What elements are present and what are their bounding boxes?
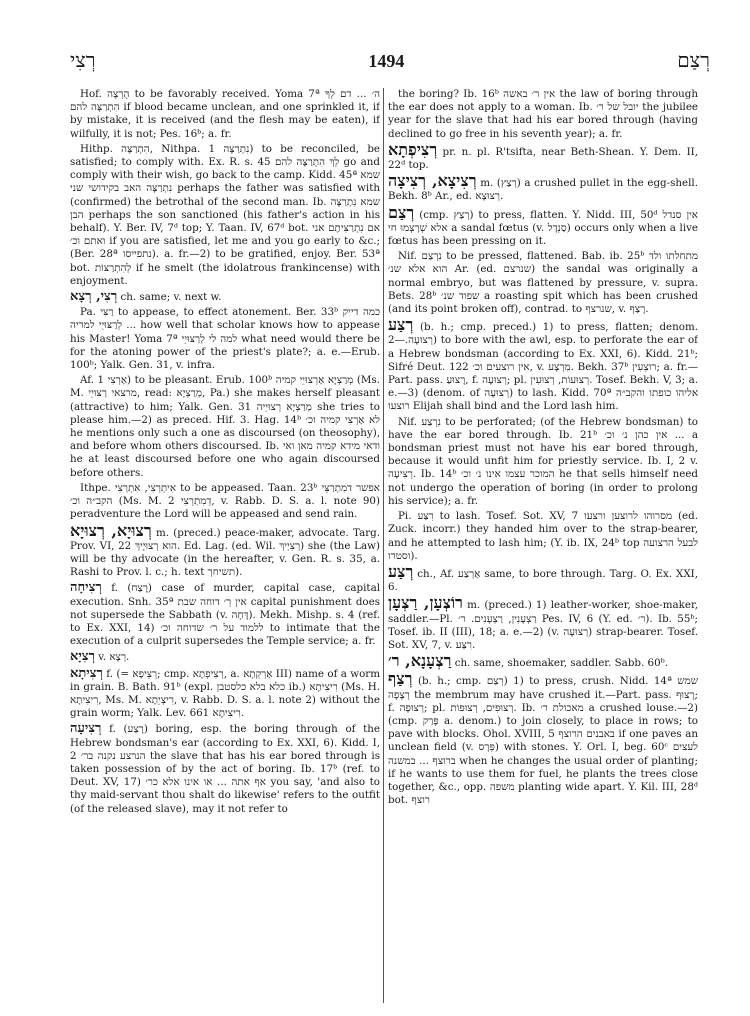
entry-headword: רְצִי, רְצָא: [70, 289, 118, 305]
dictionary-entry: [388, 88, 698, 141]
dictionary-entry: [70, 143, 380, 288]
entry-text: Pa. רַצִּי to appease, to effect atonement. Ber. 33ᵇ כמה דייק ... לְרַצּוּיֵי למריה how well that scholar knows how to appease his Master! Yoma 7ª למה לי לְרַצּוּיֵי what need would there be for the atoning power of the priest's plate?; a. e.—Erub. 100ᵇ; Yalk. Gen. 31, v. infra.: [70, 306, 380, 372]
dictionary-entry: [388, 651, 698, 671]
entry-text: the boring? Ib. 16ᵇ אין ר׳ באשה the law of boring through the ear does not apply to a woman. Ib. יובל של ר׳ the jubilee year for the slave that had his ear bored through (having declined to go free in his seventh year); a. fr.: [388, 88, 698, 140]
dictionary-entry: [388, 593, 698, 652]
dictionary-entry: [70, 667, 380, 721]
dictionary-entry: [388, 202, 698, 249]
entry-headword: רְצִיתָא: [70, 665, 103, 681]
entry-text: ch. same; v. next w.: [117, 291, 222, 304]
dictionary-entry: [70, 88, 380, 141]
entry-headword: רְצִיָא: [70, 649, 95, 665]
left-column: [70, 88, 380, 1008]
dictionary-entry: [70, 581, 380, 648]
entry-headword: רְצַם: [388, 202, 415, 222]
dictionary-entry: [388, 561, 698, 594]
entry-text: Hof. הֻרְצָה to be favorably received. Yoma 7ª ה׳ ... דם לְךָ הִתְרַצָּה להם if blood became unclean, and one sprinkled it, if by mistake, it is received (and the flesh may be eaten), if wilfully, it is not; Pes. 16ᵇ; a. fr.: [70, 88, 380, 140]
entry-text: ch. same, shoemaker, saddler. Sabb. 60ᵇ.: [451, 657, 669, 670]
entry-text: Pi. רִצַּע to lash. Tosef. Sot. XV, 7 מסרוהו לרוצען ורצעו (ed. Zuck. incorr.) they handed him over to the strap-bearer, and he attempted to lash him; (Y. ib. IX, 24ᵇ top לבעל הרצועה וסטרו).: [388, 510, 698, 562]
entry-text: f. (רָצַע) boring, esp. the boring through of the Hebrew bondsman's ear (according to Ex. XXI, 6). Kidd. I, 2 הנרצע נקנה בר׳ the slave that has his ear bored through is taken possession of by the act of boring. Ib. 17ᵇ (ref. to Deut. XV, 17) אף אתה ... או אינו אלא כר׳ you say, 'and also to thy maid-servant thou shalt do likewise' refers to the outfit (of the released slave), may it not refer to: [70, 723, 380, 815]
dictionary-entry: [388, 416, 698, 508]
entry-headword: רְצוּיָא, רְצוּיָא: [70, 520, 152, 540]
entry-headword: רְצִיפְתָא: [388, 139, 438, 159]
dictionary-entry: [388, 510, 698, 563]
entry-text: (b. h.; cmp. preced.) 1) to press, flatten; denom. רְצוּעָה.—2) to bore with the awl, esp. to perforate the ear of a Hebrew bondsman (according to Ex. XXI, 6). Kidd. 21ᵇ; Sifré Deut. 122 אין רוצעים וכ׳, v. מִרְצָע. Bekh. 37ᵇ רוצְעִין; a. fr.—Part. pass. רָצוּעַ, f. רְצוּעָה; pl. רְצוּעוֹת, רְצוּעִין. Tosef. Bekh. V, 3; a. e.—3) (denom. of רְצוּעָה) to lash. Kidd. 70ª אליהו כופתו והקב״ה רוצעו Elijah shall bind and the Lord lash him.: [388, 321, 698, 413]
dictionary-entry: [70, 482, 380, 522]
entry-text: Hithp. הִתְרַצָּה, Nithpa. נִתְרַצָּה 1) to be reconciled, be satisfied; to comply with. Ex. R. s. 45 לֵךְ הִתְרַצָּה להם go and comply with their wish, go back to the camp. Kidd. 45ª שמא נִתְרַצָּה האב בקידושי שני perhaps the father was satisfied with (confirmed) the betrothal of the second man. Ib. שמא נִתְרַצָּה הבן perhaps the son sanctioned (his father's action in his behalf). Y. Ber. IV, 7ᵈ top; Y. Taan. IV, 67ᵈ bot. אם נִתְרַצִּיתֶם אני ואתם וכ׳ if you are satisfied, let me and you go early to &c.; (Ber. 28ª נתפייסו). a. fr.—2) to be gratified, enjoy. Ber. 53ª bot. לְהִתְרַצּוֹת if he smelt (the idolatrous frankincense) with enjoyment.: [70, 142, 380, 287]
entry-text: Nif. נִרְצַם to be pressed, flattened. Bab. ib. 25ᵇ מתחלתו ולד הוא אלא שנ׳ Ar. (ed. שנרצם) the sandal was originally a normal embryo, but was flattened by pressure, v. supra. Bets. 28ᵇ שפוד שנ׳ a roasting spit which has been crushed (and its point broken off), contrad. to שנרצף, v. רָצַף.: [388, 250, 698, 316]
running-head: [70, 48, 710, 74]
dictionary-entry: [388, 669, 698, 807]
entry-text: Ithpe. אִיתְרְצִי, אִתְרְצִי to be appeased. Taan. 23ᵇ אפשר דמִתְרַצֵּי הקב״ה וכ׳ (Ms. M. 2 דְמִתְרְצִי, v. Rabb. D. S. a. l. note 90) peradventure the Lord will be appeased and send rain.: [70, 481, 380, 521]
dictionary-entry: [388, 171, 698, 203]
dictionary-entry: [70, 650, 380, 664]
dictionary-entry: [70, 520, 380, 580]
entry-headword: רְצִיצָא, רְצִיצָה: [388, 171, 477, 191]
entry-headword: רְצַף: [388, 669, 413, 689]
entry-text: m. (preced.) peace-maker, advocate. Targ. Prov. VI, 22 הוא רְצוּיָיךְ. Ed. Lag. (ed. Wil. רְצִיְיךְ) she (the Law) will be thy advocate (in the hereafter, v. Gen. R. s. 35, a. Rashi to Prov. l. c.; h. text תשיחך).: [70, 526, 380, 579]
entry-text: v. רְצָא.: [94, 651, 130, 664]
page-number: 1494: [368, 50, 405, 71]
entry-text: (cmp. רְצַץ) to press, flatten. Y. Nidd. III, 50ᵈ אין סנדל אלא שְׁרָצְמוּ חי a sandal fœtus (v. סַנְדָל) occurs only when a live fœtus has been pressing on it.: [388, 208, 698, 248]
right-column: [388, 88, 698, 1008]
running-head-right-word: רְצַם: [677, 49, 710, 72]
entry-headword: רְצִיחָה: [70, 580, 102, 596]
entry-text: Af. אַרְצִי 1) to be pleasant. Erub. 100ᵇ מְרַצְיָא אַרְצוּיֵי קמיה (Ms. M. מרצאי רַצּוּיֵי, read: מְרַצְיָא, Pa.) she makes herself pleasant (attractive) to him; Yalk. Gen. 31 מְרַצְיָא רְצוּיֵיה she tries to please him.—2) as preced. Hif. 3. Hag. 14ᵇ לא אַרְצִי קמיה וכ׳ he mentions only such a one as discoursed (on theosophy), and before whom others discoursed. Ib. ודאי מידא קמיה מאן ואי he at least discoursed before one who again discoursed before others.: [70, 374, 380, 479]
entry-text: Nif. נִרְצַע to be perforated; (of the Hebrew bondsman) to have the ear bored through. Ib. 21ᵇ אין כהן נ׳ וכ׳ ... a bondsman priest must not have his ear bored through, because it would unfit him for priestly service. Ib. I, 2 v. רְצִיעָה. Ib. 14ᵇ המוכר עצמו אינו נ׳ וכ׳ he that sells himself need not undergo the operation of boring (in order to prolong his service); a. fr.: [388, 415, 698, 507]
entry-headword: רַצְעָנָא, ר׳: [388, 651, 452, 671]
entry-text: m. (preced.) 1) leather-worker, shoe-maker, saddler.—Pl. רַצְעָנִין, רַצְעָנִים. ר׳ Pes. IV, 6 (Y. ed. ר׳). Ib. 55ᵇ; Tosef. ib. II (III), 18; a. e.—2) (v. רְצוּעָה) strap-bearer. Tosef. Sot. XV, 7, v. רִצַּע.: [388, 599, 698, 651]
entry-text: (b. h.; cmp. רְצַם) 1) to press, crush. Nidd. 14ª שמש רְצָפָה the membrum may have crushed it.—Part. pass. רָצוּף; f. רְצוּפָה; pl. רְצוּפִים, רְצוּפוֹת. Ib. מאכולת ר׳ a crushed louse.—2) (cmp. פָּרַק a. denom.) to join closely, to place in rows; to pave with blocks. Ohol. XVIII, 5 באבנים הרוצף if one paves an unclean field (v. פְּרָס) with stones. Y. Orl. I, beg. 60ᶜ לעצים ברוצף ... במשנה when he changes the usual order of planting; if he wants to use them for fuel, he plants the trees close together, &c., opp. משפה planting wide apart. Y. Kil. III, 28ᵈ bot. רוצף: [388, 675, 698, 807]
entry-headword: רוֹצְעָן, רַצְעָן: [388, 593, 463, 613]
entry-text: f. (רָצַח) case of murder, capital case, capital execution. Snh. 35ª אין רְ׳ דוחה שבת capital punishment does not supersede the Sabbath (v. דָּחָה). Mekh. Mishp. s. 4 (ref. to Ex. XXI, 14) ללמוד על ר׳ שדוחה וכ׳ to intimate that the execution of a culprit supersedes the Temple service; a. fr.: [70, 582, 380, 648]
dictionary-entry: [388, 139, 698, 172]
dictionary-entry: [70, 306, 380, 372]
entry-text: m. (רְצַץ) a crushed pullet in the egg-shell. Bekh. 8ᵇ Ar., ed. רְצוּצָא.: [388, 177, 698, 203]
dictionary-entry: [388, 315, 698, 413]
entry-text: f. (= רְצֵיפָא; cmp. רְצִיפְתָא, a. אַרְקְתָא III) name of a worm in grain. B. Bath. 91ᵇ (expl. כלא בלא כלסטבן ib.) רִיצִיתָא (Ms. H. רִיצִיתָא, Ms. M. רִיצְיֵתָא, v. Rabb. D. S. a. l. note 2) without the grain worm; Yalk. Lev. 661 רִיצִיתָא.: [70, 667, 380, 720]
entry-text: pr. n. pl. R'tsifta, near Beth-Shean. Y. Dem. II, 22ᵈ top.: [388, 145, 698, 172]
entry-headword: רְצַע: [388, 315, 414, 335]
entry-headword: רְצִיעָה: [70, 721, 102, 737]
dictionary-entry: [70, 290, 380, 304]
dictionary-entry: [388, 250, 698, 316]
column-divider: [383, 88, 384, 1003]
entry-headword: רְצַע: [388, 561, 414, 581]
entry-text: ch., Af. אַרְצַע same, to bore through. Targ. O. Ex. XXI, 6.: [388, 567, 698, 594]
running-head-left-word: רְצִי: [70, 49, 96, 72]
dictionary-entry: [70, 374, 380, 480]
dictionary-entry: [70, 722, 380, 815]
